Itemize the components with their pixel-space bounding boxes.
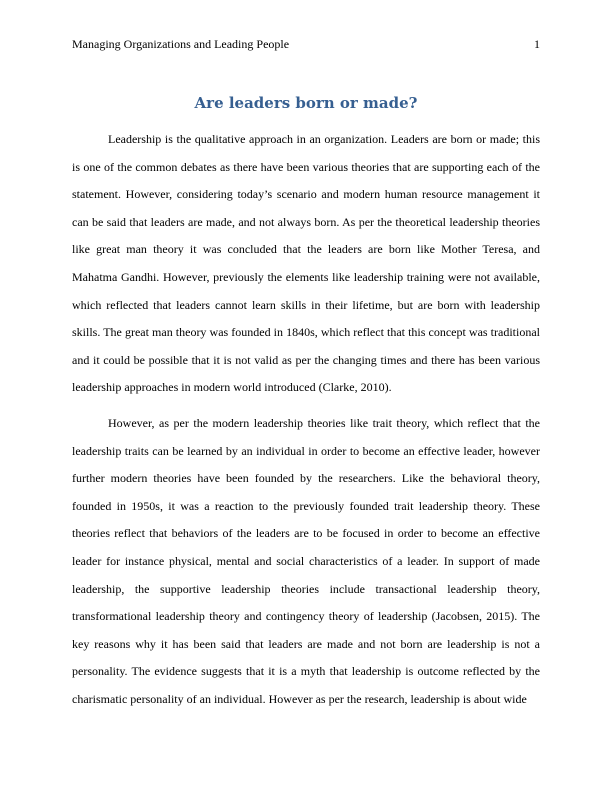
- paragraph-1: Leadership is the qualitative approach in an organization. Leaders are born or made; this is one of the common debates as there have been various theories that are supporting each of the statement. However, considering today’s scenario and modern human resource management it can be said that leaders are made, and not always born. As per the theoretical leadership theories like great man theory it was concluded that the leaders are born like Mother Teresa, and Mahatma Gandhi. However, previously the elements like leadership training were not available, which reflected that leaders cannot learn skills in their lifetime, but are born with leadership skills. The great man theory was founded in 1840s, which reflect that this concept was traditional and it could be possible that it is not valid as per the changing times and there has been various leadership approaches in modern world introduced (Clarke, 2010).: [72, 132, 540, 395]
- running-head: Managing Organizations and Leading People: [72, 37, 290, 51]
- page-number: 1: [534, 37, 540, 51]
- body-text: [72, 126, 540, 721]
- paragraph-2: However, as per the modern leadership theories like trait theory, which reflect that the leadership traits can be learned by an individual in order to become an effective leader, however further modern theories have been founded by the researchers. Like the behavioral theory, founded in 1950s, it was a reaction to the previously founded trait leadership theory. These theories reflect that behaviors of the leaders are to be focused in order to become an effective leader for instance physical, mental and social characteristics of a leader. In support of made leadership, the supportive leadership theories include transactional leadership theory, transformational leadership theory and contingency theory of leadership (Jacobsen, 2015). The key reasons why it has been said that leaders are made and not born are leadership is not a personality. The evidence suggests that it is a myth that leadership is outcome reflected by the charismatic personality of an individual. However as per the research, leadership is about wide: [72, 415, 540, 706]
- document-title: Are leaders born or made?: [194, 94, 418, 112]
